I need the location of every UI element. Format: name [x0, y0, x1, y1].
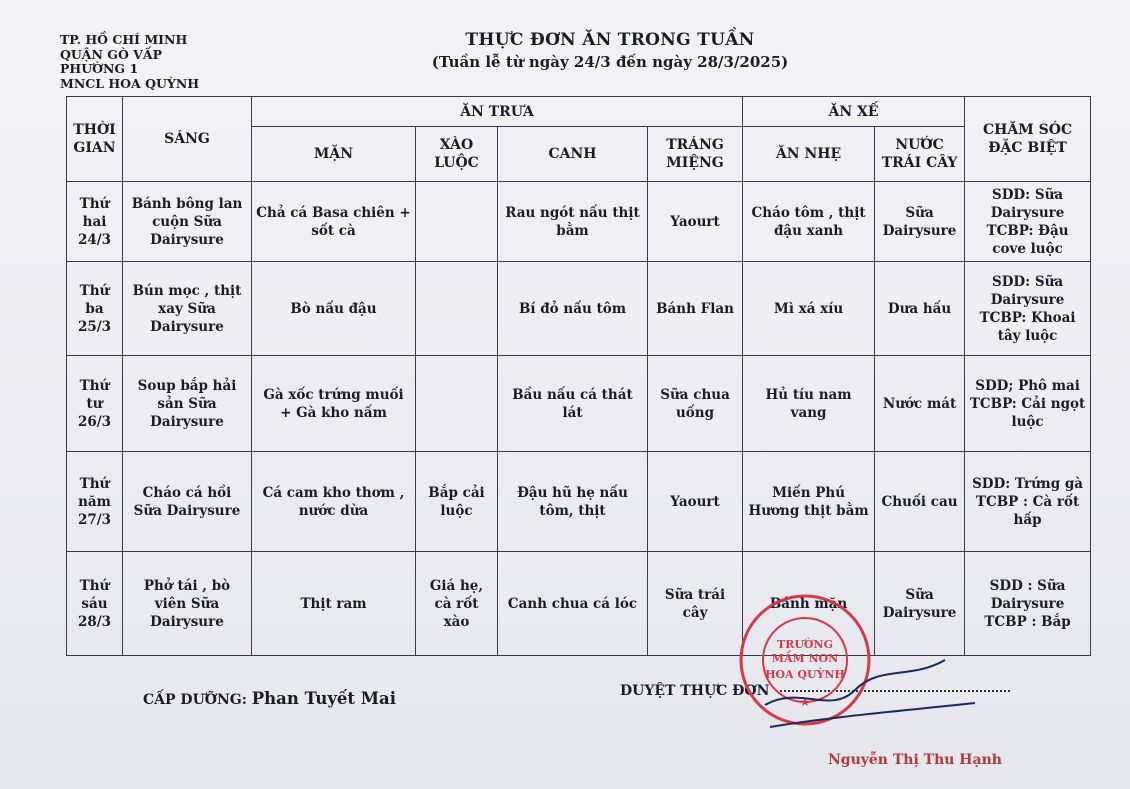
cell-man: Chả cá Basa chiên + sốt cà [252, 182, 416, 262]
cell-cham-soc: SDD: Sữa Dairysure TCBP: Đậu cove luộc [965, 182, 1091, 262]
cell-cham-soc: SDD; Phô mai TCBP: Cải ngọt luộc [965, 356, 1091, 452]
issuing-office [60, 33, 199, 91]
cell-trang-mieng: Sữa trái cây [648, 552, 743, 656]
header-row-1 [67, 97, 1091, 127]
page-title: THỰC ĐƠN ĂN TRONG TUẦN [465, 30, 755, 50]
approver-name: Nguyễn Thị Thu Hạnh [828, 752, 1002, 768]
col-header-sang: SÁNG [123, 97, 252, 182]
cell-nuoc: Sữa Dairysure [875, 182, 965, 262]
cell-nuoc: Sữa Dairysure [875, 552, 965, 656]
col-header-canh: CANH [498, 127, 648, 182]
cell-an-nhe: Bánh mặn [743, 552, 875, 656]
office-ward: PHƯỜNG 1 [60, 61, 139, 76]
cell-nuoc: Nước mát [875, 356, 965, 452]
cell-xao-luoc [416, 356, 498, 452]
cell-xao-luoc [416, 182, 498, 262]
col-header-man: MẶN [252, 127, 416, 182]
weekly-menu-table [66, 96, 1091, 656]
table-row [67, 452, 1091, 552]
cell-xao-luoc: Giá hẹ, cà rốt xào [416, 552, 498, 656]
office-city: TP. HỒ CHÍ MINH [60, 32, 188, 47]
cell-day: Thứ sáu 28/3 [67, 552, 123, 656]
cell-canh: Canh chua cá lóc [498, 552, 648, 656]
cell-canh: Đậu hũ hẹ nấu tôm, thịt [498, 452, 648, 552]
cell-day: Thứ tư 26/3 [67, 356, 123, 452]
cell-xao-luoc: Bắp cải luộc [416, 452, 498, 552]
page-subtitle: (Tuần lễ từ ngày 24/3 đến ngày 28/3/2025) [431, 53, 789, 71]
cell-day: Thứ hai 24/3 [67, 182, 123, 262]
col-header-xao-luoc: XÀO LUỘC [416, 127, 498, 182]
cell-man: Thịt ram [252, 552, 416, 656]
stamp-line-2: MẦM NON [771, 652, 839, 665]
stamp-line-1: TRƯỜNG [777, 638, 833, 651]
cell-an-nhe: Miến Phú Hương thịt bằm [743, 452, 875, 552]
cell-day: Thứ năm 27/3 [67, 452, 123, 552]
col-header-trang-mieng: TRÁNG MIỆNG [648, 127, 743, 182]
cell-nuoc: Dưa hấu [875, 262, 965, 356]
col-header-cham-soc: CHĂM SÓC ĐẶC BIỆT [965, 97, 1091, 182]
cell-sang: Bún mọc , thịt xay Sữa Dairysure [123, 262, 252, 356]
stamp-line-3: HOA QUỲNH [765, 668, 845, 681]
col-header-an-xe: ĂN XẾ [743, 97, 965, 127]
col-header-nuoc-trai-cay: NƯỚC TRÁI CÂY [875, 127, 965, 182]
title-block [400, 30, 820, 71]
cell-xao-luoc [416, 262, 498, 356]
cell-canh: Rau ngót nấu thịt bằm [498, 182, 648, 262]
cell-trang-mieng: Yaourt [648, 452, 743, 552]
cell-day: Thứ ba 25/3 [67, 262, 123, 356]
table-row [67, 182, 1091, 262]
signature-stroke-2 [770, 703, 975, 727]
cell-canh: Bí đỏ nấu tôm [498, 262, 648, 356]
cell-cham-soc: SDD: Sữa Dairysure TCBP: Khoai tây luộc [965, 262, 1091, 356]
cell-trang-mieng: Bánh Flan [648, 262, 743, 356]
cook-signature-line [143, 689, 396, 708]
cell-man: Gà xốc trứng muối + Gà kho nấm [252, 356, 416, 452]
cook-label: CẤP DƯỠNG: [143, 692, 247, 708]
table-row [67, 262, 1091, 356]
cell-cham-soc: SDD : Sữa Dairysure TCBP : Bắp [965, 552, 1091, 656]
cell-sang: Phở tái , bò viên Sữa Dairysure [123, 552, 252, 656]
cell-trang-mieng: Yaourt [648, 182, 743, 262]
signature-scribble [760, 645, 990, 735]
cook-name: Phan Tuyết Mai [251, 689, 397, 708]
cell-cham-soc: SDD: Trứng gà TCBP : Cà rốt hấp [965, 452, 1091, 552]
office-school: MNCL HOA QUỲNH [60, 75, 200, 91]
cell-an-nhe: Hủ tíu nam vang [743, 356, 875, 452]
cell-man: Bò nấu đậu [252, 262, 416, 356]
approval-label: DUYỆT THỰC ĐƠN [620, 683, 770, 699]
cell-an-nhe: Mì xá xíu [743, 262, 875, 356]
signature-stroke-1 [765, 660, 945, 705]
cell-an-nhe: Cháo tôm , thịt đậu xanh [743, 182, 875, 262]
cell-nuoc: Chuối cau [875, 452, 965, 552]
office-district: QUẬN GÒ VẤP [60, 46, 162, 62]
cell-sang: Soup bắp hải sản Sữa Dairysure [123, 356, 252, 452]
stamp-star-icon: ★ [799, 695, 811, 709]
cell-sang: Cháo cá hồi Sữa Dairysure [123, 452, 252, 552]
col-header-an-nhe: ĂN NHẸ [743, 127, 875, 182]
col-header-thoi-gian: THỜI GIAN [67, 97, 123, 182]
col-header-an-trua: ĂN TRƯA [252, 97, 743, 127]
table-row [67, 356, 1091, 452]
cell-man: Cá cam kho thơm , nước dừa [252, 452, 416, 552]
cell-trang-mieng: Sữa chua uống [648, 356, 743, 452]
cell-sang: Bánh bông lan cuộn Sữa Dairysure [123, 182, 252, 262]
table-row [67, 552, 1091, 656]
cell-canh: Bầu nấu cá thát lát [498, 356, 648, 452]
